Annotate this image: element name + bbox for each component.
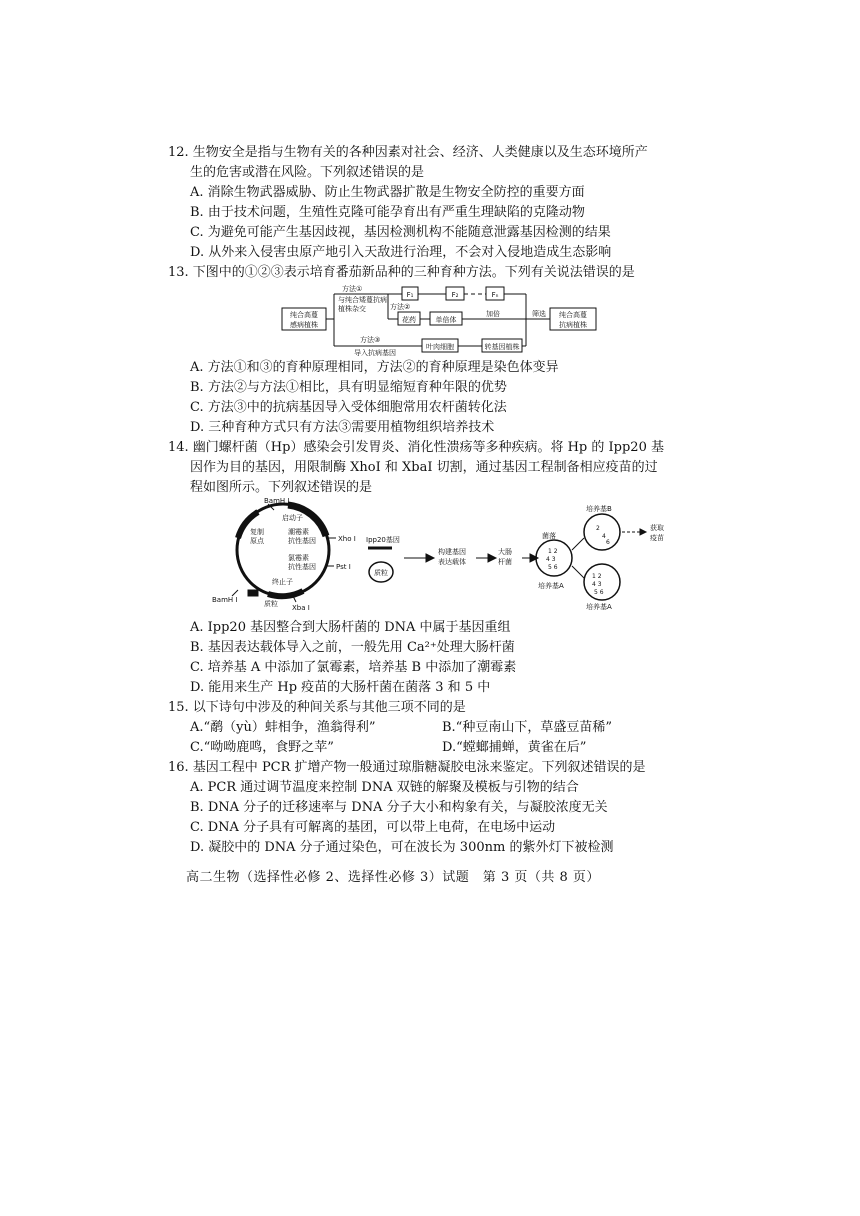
plasmid-xba1: Xba I <box>292 604 310 612</box>
svg-text:6: 6 <box>606 539 610 546</box>
q16-option-b: B. DNA 分子的迁移速率与 DNA 分子大小和构象有关，与凝胶浓度无关 <box>190 800 608 815</box>
plate-a-label: 培养基A <box>538 582 564 590</box>
plasmid-small-label: 质粒 <box>374 569 388 577</box>
svg-text:2: 2 <box>596 525 600 532</box>
q13-option-b: B. 方法②与方法①相比，具有明显缩短育种年限的优势 <box>190 380 507 395</box>
q15-options-row1 <box>168 718 698 738</box>
q14-stem-line2: 因作为目的基因，用限制酶 XhoI 和 XbaI 切割，通过基因工程制备相应疫苗的过 <box>190 460 658 475</box>
q14-stem-line3: 程如图所示。下列叙述错误的是 <box>190 480 373 495</box>
question-14 <box>168 438 698 498</box>
plasmid-name: 质粒 <box>264 600 278 608</box>
diagram-start-line1: 纯合高蔓 <box>290 311 318 319</box>
diagram-start-line2: 感病植株 <box>290 321 318 329</box>
diagram-end-line1: 纯合高蔓 <box>559 311 587 319</box>
ecoli-line2: 杆菌 <box>498 558 512 566</box>
plasmid-xho1: Xho I <box>338 535 356 543</box>
diagram-pollen: 花药 <box>402 316 416 324</box>
plate-b-label: 培养基B <box>586 505 612 513</box>
plasmid-cm-line1: 氯霉素 <box>288 554 309 562</box>
q13-breeding-diagram <box>280 282 610 358</box>
diagram-method2: 方法② <box>390 303 411 311</box>
q15-option-a: A.“鹬（yù）蚌相争，渔翁得利” <box>190 720 376 735</box>
plasmid-hyg-line2: 抗性基因 <box>288 537 316 545</box>
ecoli-line1: 大肠 <box>498 548 512 556</box>
svg-text:1 2: 1 2 <box>592 573 602 580</box>
q12-stem-line1: 12. 生物安全是指与生物有关的各种因素对社会、经济、人类健康以及生态环境所产 <box>168 145 648 160</box>
question-12 <box>168 143 698 263</box>
diagram-method3-desc: 导入抗病基因 <box>354 349 396 357</box>
diagram-method1-desc1: 与纯合矮蔓抗病 <box>338 296 387 304</box>
plasmid-bamh1-top: BamH I <box>264 498 290 505</box>
colony-label: 菌落 <box>542 532 556 540</box>
plasmid-terminator: 终止子 <box>272 578 293 586</box>
q14-gene-engineering-diagram <box>208 498 688 613</box>
plasmid-bamh1-bottom: BamH I <box>212 596 238 604</box>
q13-option-d: D. 三种育种方式只有方法③需要用植物组织培养技术 <box>190 420 495 435</box>
q12-option-d: D. 从外来入侵害虫原产地引入天敌进行治理，不会对入侵地造成生态影响 <box>190 245 612 260</box>
question-13 <box>168 263 698 283</box>
question-15 <box>168 698 698 758</box>
q13-stem: 13. 下图中的①②③表示培育番茄新品种的三种育种方法。下列有关说法错误的是 <box>168 265 635 280</box>
diagram-method1-desc2: 植株杂交 <box>338 305 366 313</box>
plasmid-ori-line1: 复制 <box>250 528 264 536</box>
plate-a2-label: 培养基A <box>586 603 612 611</box>
svg-text:4 3: 4 3 <box>592 581 602 588</box>
q14-option-d: D. 能用来生产 Hp 疫苗的大肠杆菌在菌落 3 和 5 中 <box>190 680 491 695</box>
q16-option-a: A. PCR 通过调节温度来控制 DNA 双链的解聚及模板与引物的结合 <box>190 780 579 795</box>
question-16 <box>168 758 698 858</box>
q15-option-d: D.“螳螂捕蝉，黄雀在后” <box>442 740 587 755</box>
vector-line2: 表达载体 <box>438 558 466 566</box>
q12-option-b: B. 由于技术问题，生殖性克隆可能孕育出有严重生理缺陷的克隆动物 <box>190 205 585 220</box>
plasmid-cm-line2: 抗性基因 <box>288 563 316 571</box>
q14-option-a: A. Ipp20 基因整合到大肠杆菌的 DNA 中属于基因重组 <box>190 620 511 635</box>
diagram-screen: 筛选 <box>532 310 546 318</box>
diagram-end-line2: 抗病植株 <box>559 321 587 329</box>
diagram-method1: 方法① <box>342 285 363 293</box>
diagram-haploid: 单倍体 <box>435 316 457 324</box>
diagram-transgenic: 转基因植株 <box>484 343 520 351</box>
ipp20-gene-label: Ipp20基因 <box>366 536 400 544</box>
vector-line1: 构建基因 <box>438 548 466 556</box>
q13-option-a: A. 方法①和③的育种原理相同，方法②的育种原理是染色体变异 <box>190 360 559 375</box>
q12-option-c: C. 为避免可能产生基因歧视，基因检测机构不能随意泄露基因检测的结果 <box>190 225 611 240</box>
diagram-f2: F₂ <box>451 291 459 299</box>
question-13-options <box>168 358 698 438</box>
q15-option-c: C.“呦呦鹿鸣，食野之苹” <box>190 740 334 755</box>
page-footer: 高二生物（选择性必修 2、选择性必修 3）试题 第 3 页（共 8 页） <box>186 870 600 885</box>
plasmid-promoter: 启动子 <box>282 514 303 522</box>
q15-option-b: B.“种豆南山下，草盛豆苗稀” <box>442 720 612 735</box>
q16-option-d: D. 凝胶中的 DNA 分子通过染色，可在波长为 300nm 的紫外灯下被检测 <box>190 840 614 855</box>
diagram-method3: 方法③ <box>360 336 381 344</box>
q14-option-c: C. 培养基 A 中添加了氯霉素，培养基 B 中添加了潮霉素 <box>190 660 517 675</box>
q16-option-c: C. DNA 分子具有可解离的基团，可以带上电荷，在电场中运动 <box>190 820 556 835</box>
svg-text:4: 4 <box>602 533 606 540</box>
q13-option-c: C. 方法③中的抗病基因导入受体细胞常用农杆菌转化法 <box>190 400 507 415</box>
svg-text:1 2: 1 2 <box>548 548 558 555</box>
vaccine-line2: 疫苗 <box>650 534 664 542</box>
diagram-f1: F₁ <box>406 291 414 299</box>
plasmid-ori-line2: 原点 <box>250 537 264 545</box>
q12-option-a: A. 消除生物武器威胁、防止生物武器扩散是生物安全防控的重要方面 <box>190 185 585 200</box>
svg-text:5 6: 5 6 <box>594 589 604 596</box>
q14-stem-line1: 14. 幽门螺杆菌（Hp）感染会引发胃炎、消化性溃疡等多种疾病。将 Hp 的 Ipp20 基 <box>168 440 664 455</box>
diagram-fn: Fₙ <box>491 291 499 299</box>
question-14-options <box>168 618 698 698</box>
svg-text:5 6: 5 6 <box>548 564 558 571</box>
q15-stem: 15. 以下诗句中涉及的种间关系与其他三项不同的是 <box>168 700 466 715</box>
q16-stem: 16. 基因工程中 PCR 扩增产物一般通过琼脂糖凝胶电泳来鉴定。下列叙述错误的是 <box>168 760 646 775</box>
plasmid-pst1: Pst I <box>336 563 351 571</box>
q14-option-b: B. 基因表达载体导入之前，一般先用 Ca²⁺处理大肠杆菌 <box>190 640 515 655</box>
svg-text:4 3: 4 3 <box>546 556 556 563</box>
diagram-leaf-cell: 叶肉细胞 <box>426 343 454 351</box>
q15-options-row2 <box>168 738 698 758</box>
plasmid-hyg-line1: 潮霉素 <box>288 528 309 536</box>
vaccine-line1: 获取 <box>650 524 664 532</box>
q12-stem-line2: 生的危害或潜在风险。下列叙述错误的是 <box>190 165 425 180</box>
diagram-double: 加倍 <box>486 310 500 318</box>
